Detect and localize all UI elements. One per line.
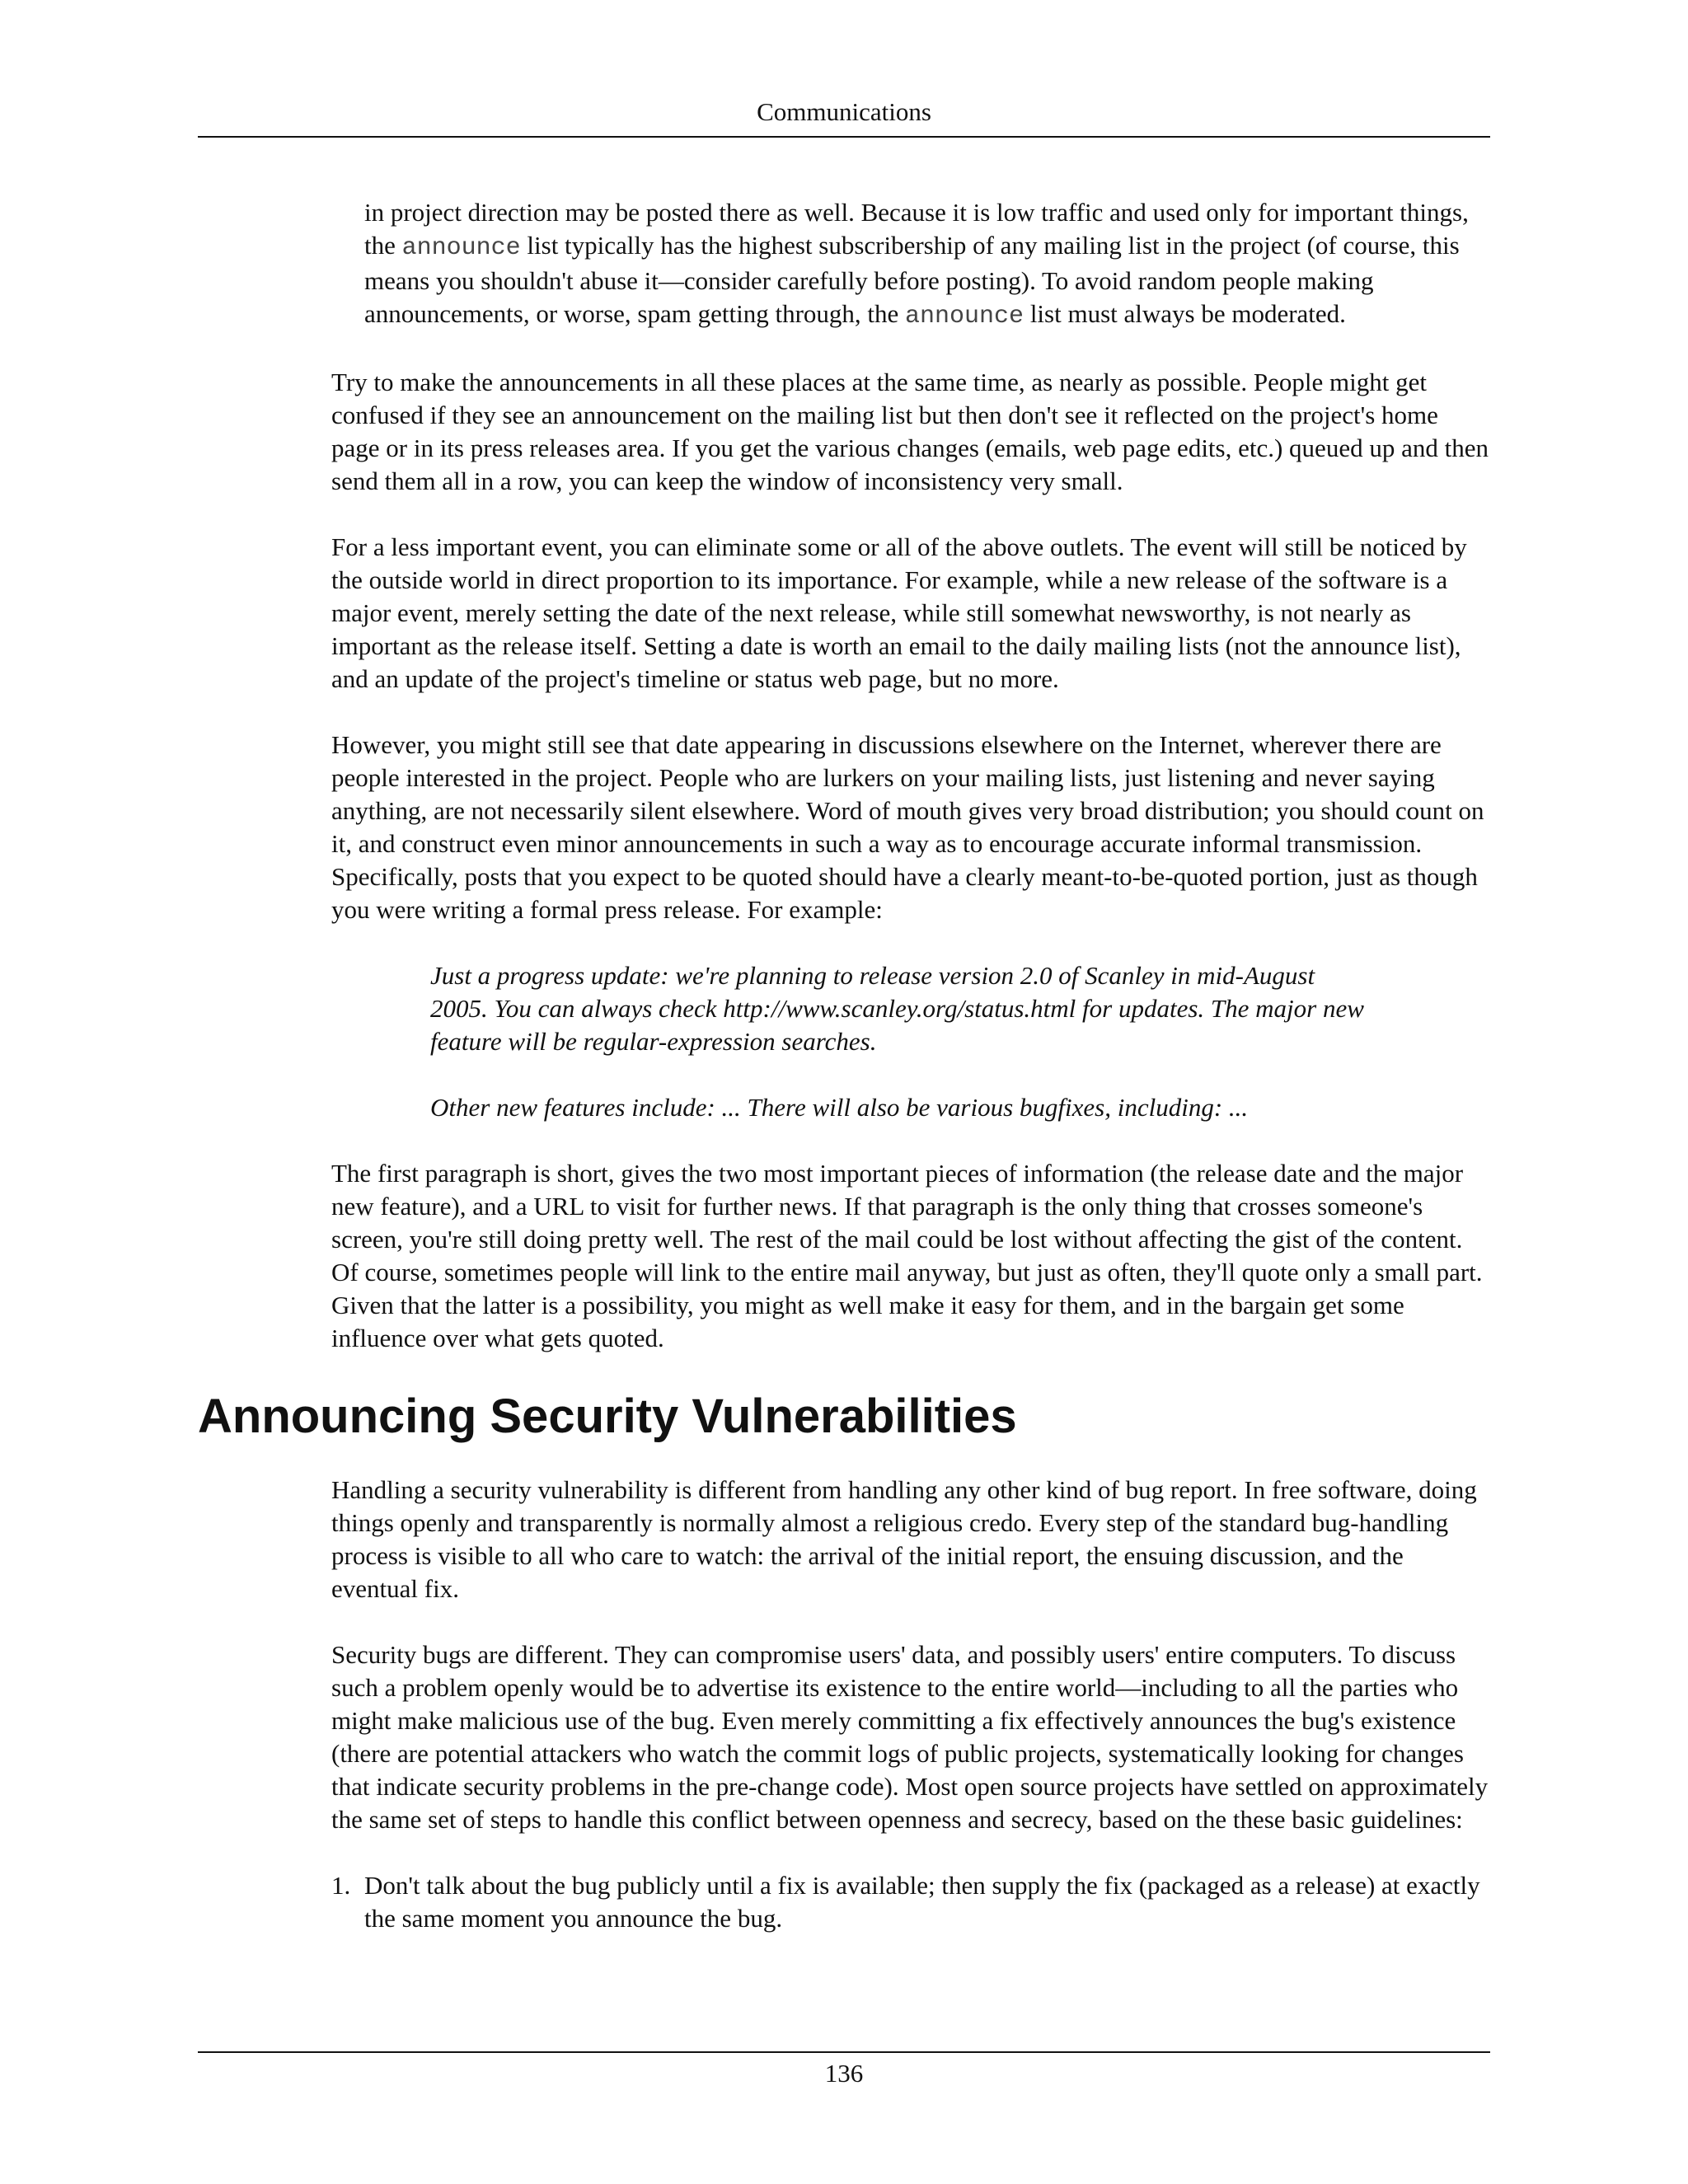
list-number: 1. <box>331 1871 351 1900</box>
ordered-list-item <box>331 1869 1490 1935</box>
list-item-text: Don't talk about the bug publicly until a fix is available; then supply the fix (packaged as a release) at exactly the same moment you announce the bug. <box>364 1871 1480 1933</box>
body-paragraph: Handling a security vulnerability is different from handling any other kind of bug report. In free software, doing things openly and transparently is normally almost a religious credo. Every step of the standard bug-handling process is visible to all who care to watch: the arrival of the initial report, the ensuing discussion, and the eventual fix. <box>331 1475 1477 1603</box>
body-paragraph: However, you might still see that date appearing in discussions elsewhere on the Internet, wherever there are people interested in the project. People who are lurkers on your mailing lists, just listening and never saying anything, are not necessarily silent elsewhere. Word of mouth gives very broad distribution; you should count on it, and construct even minor announcements in such a way as to encourage accurate informal transmission. Specifically, posts that you expect to be quoted should have a clearly meant-to-be-quoted portion, just as though you were writing a formal press release. For example: <box>331 730 1484 924</box>
page-number: 136 <box>824 2059 864 2088</box>
running-header: Communications <box>757 97 931 126</box>
footer-rule <box>198 2051 1490 2053</box>
block-quote-paragraph: Just a progress update: we're planning to release version 2.0 of Scanley in mid-August 2005. You can always check http://www.scanley.org/status.html for updates. The major new feature will be regular-expression searches. <box>430 961 1364 1056</box>
body-paragraph: Security bugs are different. They can compromise users' data, and possibly users' entire computers. To discuss such a problem openly would be to advertise its existence to the entire world—including to all the parties who might make malicious use of the bug. Even merely committing a fix effectively announces the bug's existence (there are potential attackers who watch the commit logs of public projects, systematically looking for changes that indicate security problems in the pre-change code). Most open source projects have settled on approximately the same set of steps to handle this conflict between openness and secrecy, based on the these basic guidelines: <box>331 1640 1489 1834</box>
header-rule <box>198 136 1490 138</box>
text-segment: in project direction may be posted there as well. Because it is low traffic and used only for important things, the <box>364 198 1469 260</box>
page-body <box>198 196 1490 1935</box>
body-paragraph: For a less important event, you can eliminate some or all of the above outlets. The event will still be noticed by the outside world in direct proportion to its importance. For example, while a new release of the software is a major event, merely setting the date of the next release, while still somewhat newsworthy, is not nearly as important as the release itself. Setting a date is worth an email to the daily mailing lists (not the announce list), and an update of the project's timeline or status web page, but no more. <box>331 532 1467 693</box>
inline-code: announce <box>401 234 521 262</box>
text-segment: list typically has the highest subscribership of any mailing list in the project (of course, this means you shouldn't abuse it—consider carefully before posting). To avoid random people making announcements, or worse, spam getting through, the <box>364 231 1460 328</box>
block-quote-paragraph: Other new features include: ... There will also be various bugfixes, including: ... <box>430 1093 1249 1122</box>
body-paragraph: Try to make the announcements in all these places at the same time, as nearly as possible. People might get confused if they see an announcement on the mailing list but then don't see it reflected on the project's home page or in its press releases area. If you get the various changes (emails, web page edits, etc.) queued up and then send them all in a row, you can keep the window of inconsistency very small. <box>331 368 1489 495</box>
announce-list-paragraph <box>364 196 1490 333</box>
text-segment: list must always be moderated. <box>1024 299 1346 328</box>
inline-code: announce <box>905 302 1025 330</box>
section-heading: Announcing Security Vulnerabilities <box>198 1390 1017 1443</box>
body-paragraph: The first paragraph is short, gives the two most important pieces of information (the release date and the major new feature), and a URL to visit for further news. If that paragraph is the only thing that crosses someone's screen, you're still doing pretty well. The rest of the mail could be lost without affecting the gist of the content. Of course, sometimes people will link to the entire mail anyway, but just as often, they'll quote only a small part. Given that the latter is a possibility, you might as well make it easy for them, and in the bargain get some influence over what gets quoted. <box>331 1159 1483 1352</box>
